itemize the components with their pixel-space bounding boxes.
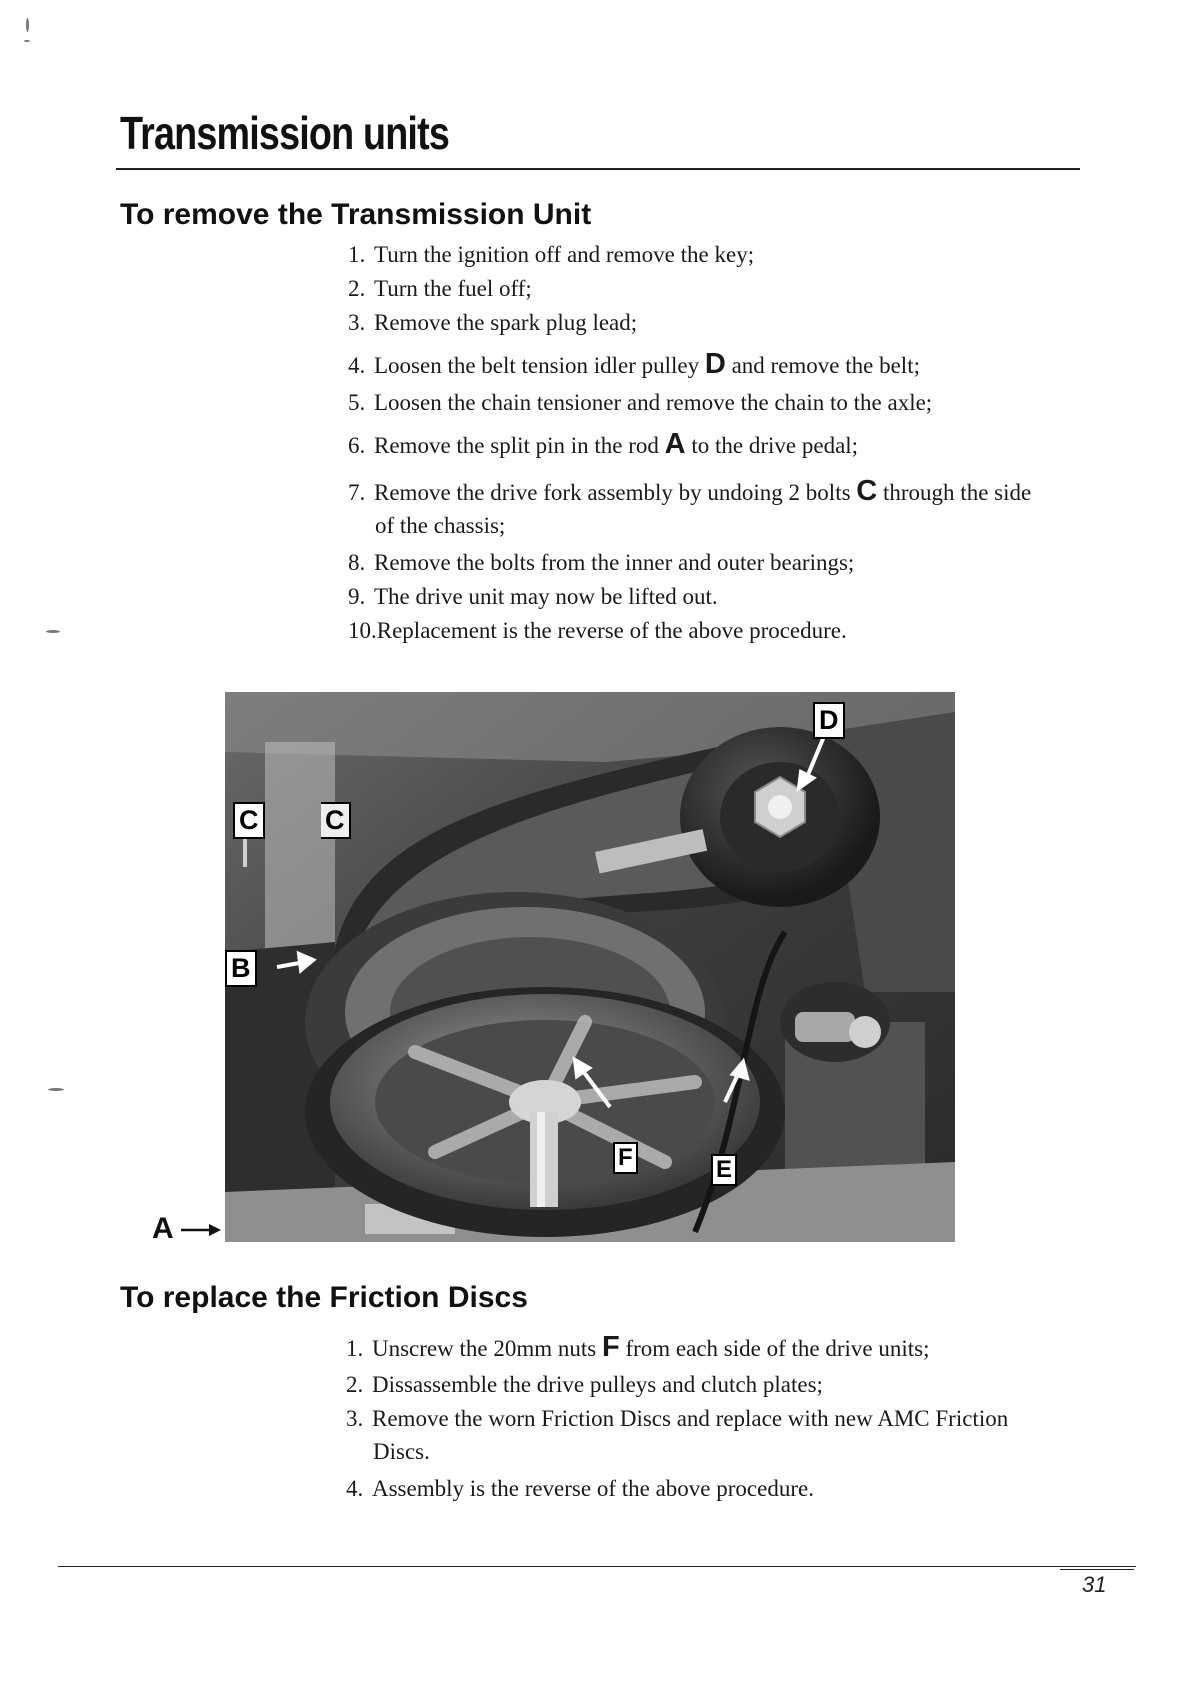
page-number: 31 [1082,1572,1107,1597]
callout-d: D [704,348,726,380]
callout-f: F [601,1331,620,1363]
friction-step-2: 2. Dissassemble the drive pulleys and clutch plates; [346,1372,823,1397]
photo-label-e: E [711,1154,737,1186]
photo-label-f: F [613,1142,638,1174]
step-8: 8. Remove the bolts from the inner and outer bearings; [348,550,855,575]
step-9: 9. The drive unit may now be lifted out. [348,584,718,609]
friction-step-4: 4. Assembly is the reverse of the above procedure. [346,1476,814,1501]
footer-rule-short [1060,1569,1134,1570]
footer-rule [58,1566,1136,1567]
friction-step-1: 1. Unscrew the 20mm nuts F from each side of the drive units; [346,1331,930,1363]
scan-speck [24,40,30,42]
photo-label-c-right: C [321,802,351,839]
callout-a: A [664,428,686,460]
section-heading-remove-transmission: To remove the Transmission Unit [120,198,592,231]
scan-speck [48,1088,64,1091]
step-4: 4. Loosen the belt tension idler pulley D and remove the belt; [348,348,920,380]
figure-label-a: A [152,1212,221,1246]
step-7: 7. Remove the drive fork assembly by undoing 2 bolts C through the side of the chassis; [348,475,1032,539]
step-2: 2. Turn the fuel off; [348,276,532,301]
step-10: 10.Replacement is the reverse of the above procedure. [348,618,847,643]
section-heading-replace-friction-discs: To replace the Friction Discs [120,1281,528,1314]
transmission-photo-illustration [225,692,955,1242]
photo-label-d: D [813,702,845,739]
scan-speck [46,630,60,633]
step-3: 3. Remove the spark plug lead; [348,310,638,335]
callout-c: C [856,475,878,507]
step-5: 5. Loosen the chain tensioner and remove the chain to the axle; [348,390,933,415]
step-6: 6. Remove the split pin in the rod A to the drive pedal; [348,428,859,460]
page-title: Transmission units [120,107,449,159]
photo-label-c-left: C [233,802,265,839]
scan-speck [26,18,29,32]
step-1: 1. Turn the ignition off and remove the key; [348,242,755,267]
transmission-photo [225,692,955,1242]
photo-label-b: B [225,950,257,987]
arrow-right-icon [181,1222,221,1238]
friction-step-3: 3. Remove the worn Friction Discs and replace with new AMC Friction Discs. [346,1406,1009,1465]
title-underline [116,168,1080,170]
